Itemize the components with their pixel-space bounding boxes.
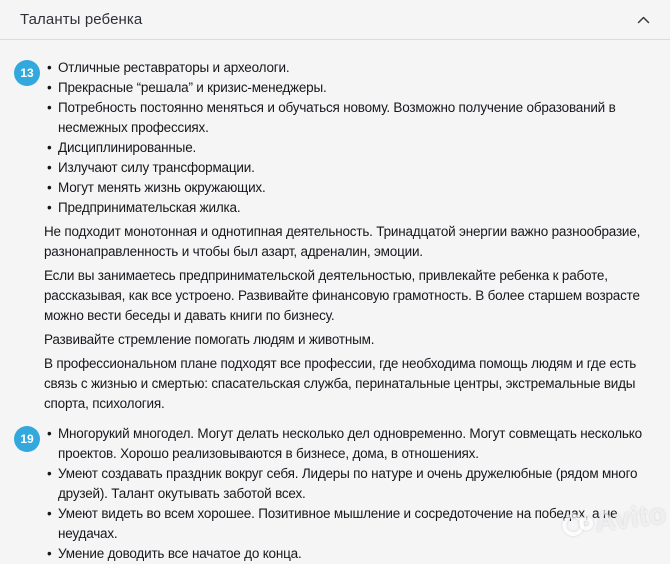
talent-paragraph: Не подходит монотонная и однотипная деятельность. Тринадцатой энергии важно разнообразие, разнонаправленность и чтобы был азарт, адреналин, эмоции. xyxy=(44,224,641,259)
talent-list-item: • Излучают силу трансформации. xyxy=(47,158,650,178)
talent-list-item: • Многорукий многодел. Могут делать несколько дел одновременно. Могут совмещать несколько проектов. Хорошо реализовываются в бизнесе, дома, в отношениях. xyxy=(47,424,650,464)
avito-watermark-text: Avito xyxy=(592,497,668,538)
talent-list-item: • Прекрасные “решала” и кризис-менеджеры. xyxy=(47,78,650,98)
chevron-up-icon xyxy=(637,12,650,27)
talent-list-item: • Предпринимательская жилка. xyxy=(47,198,650,218)
talent-list-item: • Отличные реставраторы и археологи. xyxy=(47,58,650,78)
energy-badge: 13 xyxy=(14,60,40,86)
talent-list-item: • Могут менять жизнь окружающих. xyxy=(47,178,650,198)
talent-paragraph: Если вы занимаетесь предпринимательской деятельностью, привлекайте ребенка к работе, рассказывая, как все устроено. Развивайте финансовую грамотность. В более старшем возрасте можно вести беседы и давать книги по бизнесу. xyxy=(44,268,640,323)
talent-list-item: • Потребность постоянно меняться и обучаться новому. Возможно получение образований в несмежных профессиях. xyxy=(47,98,650,138)
talent-list xyxy=(44,58,650,218)
collapse-button[interactable] xyxy=(633,8,654,31)
talent-list-item: • Дисциплинированные. xyxy=(47,138,650,158)
accordion-content xyxy=(0,40,670,564)
talent-list-item: • Умение доводить все начатое до конца. xyxy=(47,544,650,564)
talent-paragraph: В профессиональном плане подходят все профессии, где необходима помощь людям и где есть связь с жизнью и смертью: спасательская служба, перинатальные центры, экстремальные виды спорта, психология. xyxy=(44,356,637,411)
page-title: Таланты ребенка xyxy=(20,11,143,28)
energy-badge: 19 xyxy=(14,426,40,452)
accordion-header[interactable] xyxy=(0,0,670,40)
talent-list-item: • Умеют видеть во всем хорошее. Позитивное мышление и сосредоточение на победах, а не неудачах. xyxy=(47,504,650,544)
energy-section-13 xyxy=(0,58,670,414)
talent-list xyxy=(44,424,650,564)
talent-list-item: • Умеют создавать праздник вокруг себя. Лидеры по натуре и очень дружелюбные (рядом много друзей). Талант окутывать заботой всех. xyxy=(47,464,650,504)
talent-paragraph: Развивайте стремление помогать людям и животным. xyxy=(44,332,375,347)
energy-section-19 xyxy=(0,424,670,564)
